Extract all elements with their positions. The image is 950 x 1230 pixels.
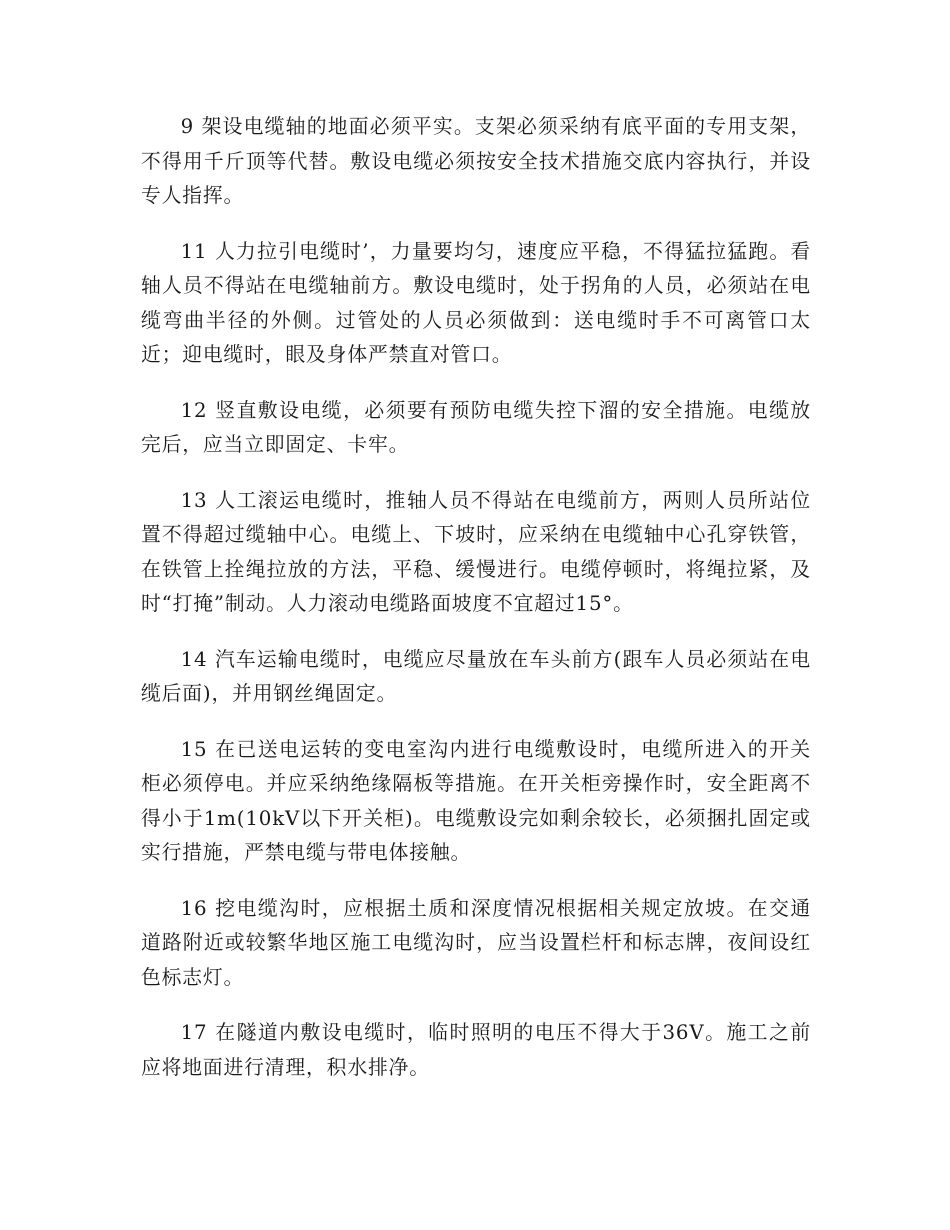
paragraph-item-16: 16 挖电缆沟时，应根据土质和深度情况根据相关规定放坡。在交通道路附近或较繁华地区施工电缆沟时，应当设置栏杆和标志牌，夜间设红色标志灯。 [141,896,811,989]
paragraph-item-15: 15 在已送电运转的变电室沟内进行电缆敷设时，电缆所进入的开关柜必须停电。并应采纳绝缘隔板等措施。在开关柜旁操作时，安全距离不得小于1m(10kV以下开关柜)。电缆敷设完如剩余较长，必须捆扎固定或实行措施，严禁电缆与带电体接触。 [141,737,811,864]
paragraph-item-12: 12 竖直敷设电缆，必须要有预防电缆失控下溜的安全措施。电缆放完后，应当立即固定、卡牢。 [141,398,811,456]
paragraph-item-14: 14 汽车运输电缆时，电缆应尽量放在车头前方(跟车人员必须站在电缆后面)，并用钢丝绳固定。 [141,647,811,705]
paragraph-item-9: 9 架设电缆轴的地面必须平实。支架必须采纳有底平面的专用支架，不得用千斤顶等代替。敷设电缆必须按安全技术措施交底内容执行，并设专人指挥。 [141,115,811,207]
paragraph-item-13: 13 人工滚运电缆时，推轴人员不得站在电缆前方，两则人员所站位置不得超过缆轴中心。电缆上、下坡时，应采纳在电缆轴中心孔穿铁管，在铁管上拴绳拉放的方法，平稳、缓慢进行。电缆停顿时，将绳拉紧，及时“打掩”制动。人力滚动电缆路面坡度不宜超过15°。 [141,488,811,615]
document-body [141,110,811,1106]
paragraph-item-11: 11 人力拉引电缆时’，力量要均匀，速度应平稳，不得猛拉猛跑。看轴人员不得站在电缆轴前方。敷设电缆时，处于拐角的人员，必须站在电缆弯曲半径的外侧。过管处的人员必须做到：送电缆时手不可离管口太近；迎电缆时，眼及身体严禁直对管口。 [141,239,811,366]
paragraph-item-17: 17 在隧道内敷设电缆时，临时照明的电压不得大于36V。施工之前应将地面进行清理，积水排净。 [141,1021,811,1079]
